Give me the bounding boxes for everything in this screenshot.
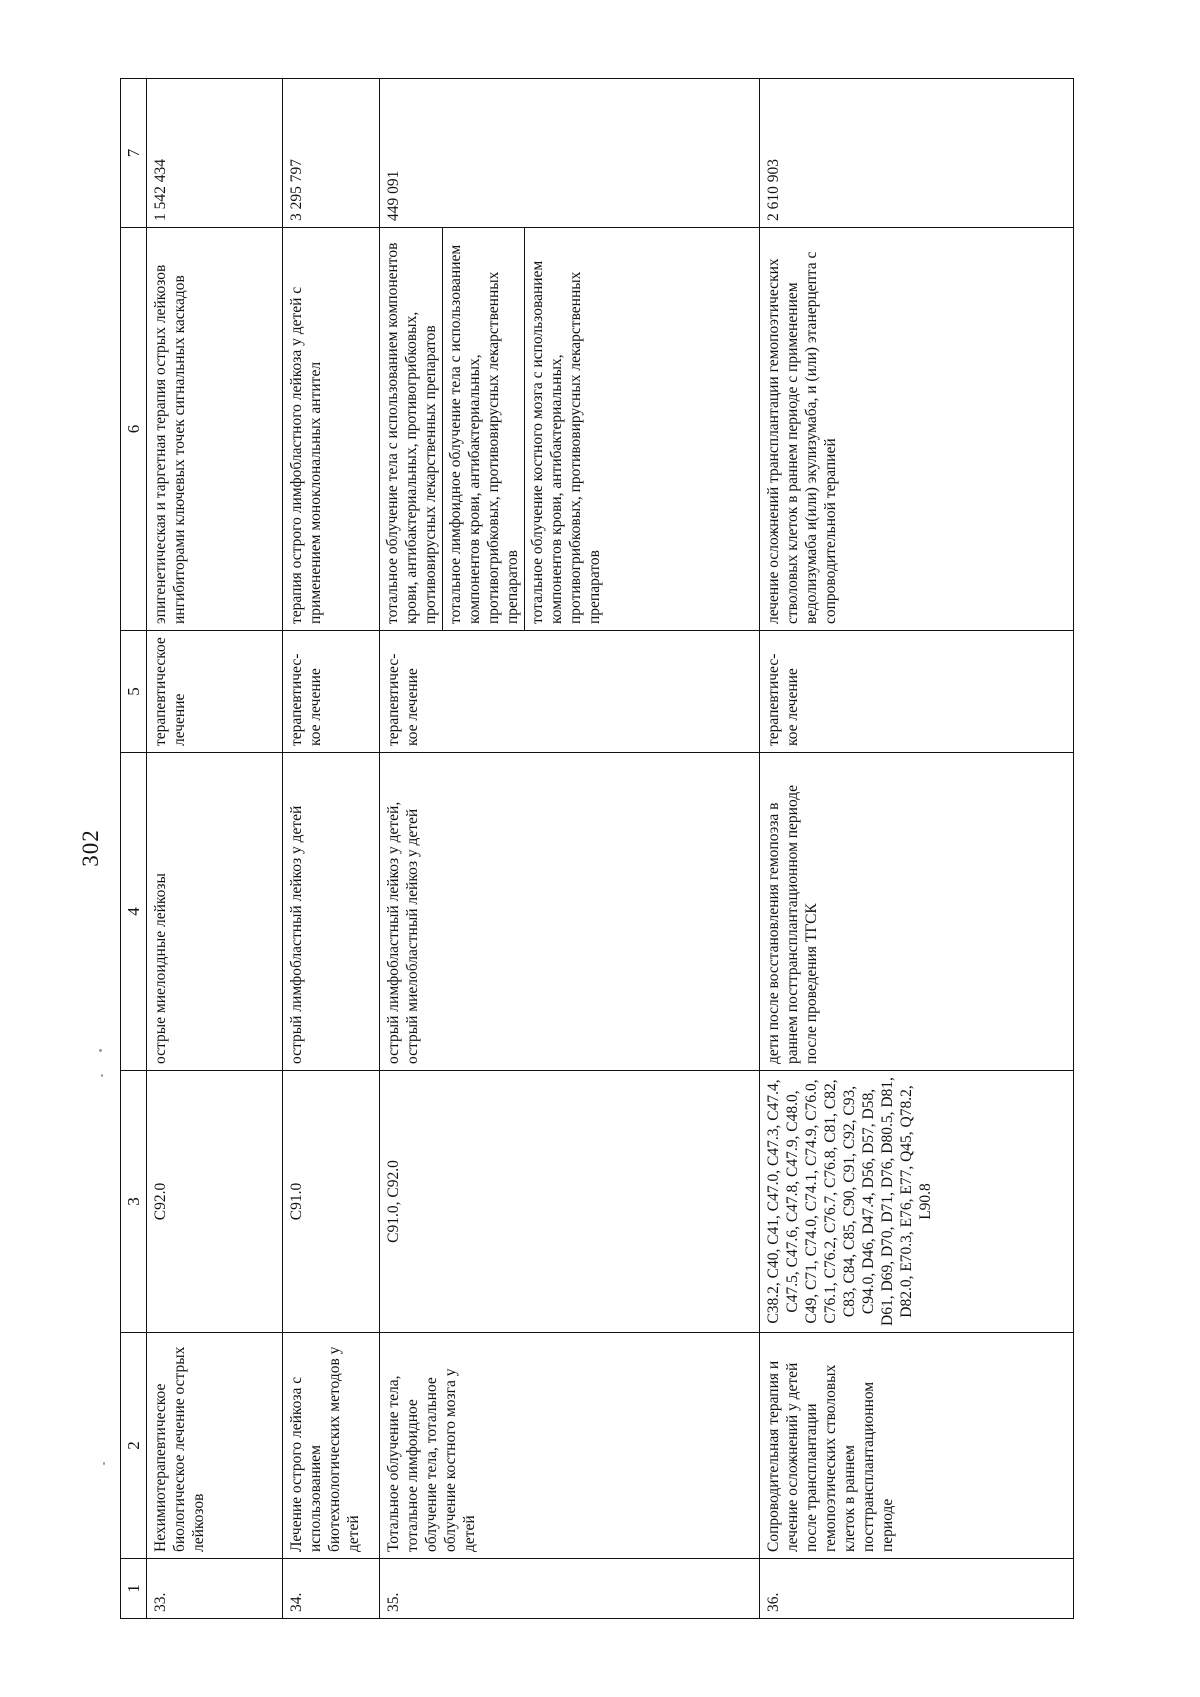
column-header: 2 bbox=[121, 1333, 147, 1559]
treatment-type: терапевтичес-кое лечение bbox=[760, 631, 1074, 753]
diagnosis-codes: C38.2, C40, C41, C47.0, C47.3, C47.4, C47.5, C47.6, C47.8, C47.9, C48.0, C49, C71, C74.0, C74.1, C74.9, C76.0, C76.1, C76.2, C76.7, C76.8, C81, C82, C83, C84, C85, C90, C91, C92, C93, C94.0, D46, D47.4, D56, D57, D58, D61, D69, D70, D71, D76, D80.5, D81, D82.0, E70.3, E76, E77, Q45, Q78.2, L90.8 bbox=[760, 1071, 1074, 1333]
row-number: 34. bbox=[283, 1559, 380, 1619]
table-row bbox=[283, 79, 380, 1619]
treatment-type: терапевтическое лечение bbox=[147, 631, 283, 753]
scan-speck bbox=[103, 1462, 105, 1465]
scan-speck bbox=[101, 1074, 103, 1077]
service-name: Нехимиотерапевтическое биологическое лечение острых лейкозов bbox=[147, 1333, 283, 1559]
table-row bbox=[147, 79, 283, 1619]
patient-model: дети после восстановления гемопоэза в раннем посттрансплантационном периоде после проведения ТГСК bbox=[760, 753, 1074, 1071]
patient-model: острый лимфобластный лейкоз у детей bbox=[283, 753, 380, 1071]
column-header: 7 bbox=[121, 79, 147, 228]
table-row bbox=[760, 79, 1074, 1619]
row-number: 35. bbox=[380, 1559, 760, 1619]
row-number: 33. bbox=[147, 1559, 283, 1619]
rotated-table-container bbox=[120, 79, 1070, 1619]
cost: 2 610 903 bbox=[760, 79, 1074, 228]
cost: 449 091 bbox=[380, 79, 760, 228]
header-row bbox=[121, 79, 147, 1619]
treatment-method: тотальное лимфоидное облучение тела с использованием компонентов крови, антибактериальных, противогрибковых, противовирусных лекарственных препаратов bbox=[442, 228, 524, 630]
services-table bbox=[120, 78, 1074, 1619]
column-header: 6 bbox=[121, 228, 147, 631]
diagnosis-codes: C91.0 bbox=[283, 1071, 380, 1333]
cost: 1 542 434 bbox=[147, 79, 283, 228]
diagnosis-codes: C91.0, C92.0 bbox=[380, 1071, 760, 1333]
scan-speck bbox=[99, 1049, 102, 1052]
diagnosis-codes: C92.0 bbox=[147, 1071, 283, 1333]
column-header: 4 bbox=[121, 753, 147, 1071]
column-header: 5 bbox=[121, 631, 147, 753]
treatment-method: лечение осложнений трансплантации гемопоэтических стволовых клеток в раннем периоде с применением ведолизумаба и(или) экулизумаба, и (или) этанерцепта с сопроводительной терапией bbox=[760, 228, 1074, 631]
page-number: 302 bbox=[77, 829, 103, 867]
treatment-method: тотальное облучение тела с использованием компонентов крови, антибактериальных, противогрибковых, противовирусных лекарственных препаратов bbox=[384, 242, 439, 624]
cost: 3 295 797 bbox=[283, 79, 380, 228]
treatment-method: терапия острого лимфобластного лейкоза у детей с применением моноклональных антител bbox=[283, 228, 380, 631]
column-header: 1 bbox=[121, 1559, 147, 1619]
patient-model: острые миелоидные лейкозы bbox=[147, 753, 283, 1071]
service-name: Лечение острого лейкоза с использованием биотехнологических методов у детей bbox=[283, 1333, 380, 1559]
treatment-methods bbox=[380, 228, 760, 631]
treatment-type: терапевтичес-кое лечение bbox=[380, 631, 760, 753]
service-name: Сопроводительная терапия и лечение осложнений у детей после трансплантации гемопоэтических стволовых клеток в раннем посттрансплантационном периоде bbox=[760, 1333, 1074, 1559]
column-header: 3 bbox=[121, 1071, 147, 1333]
patient-model: острый лимфобластный лейкоз у детей, острый миелобластный лейкоз у детей bbox=[380, 753, 760, 1071]
treatment-method: эпигенетическая и таргетная терапия острых лейкозов ингибиторами ключевых точек сигнальных каскадов bbox=[147, 228, 283, 631]
row-number: 36. bbox=[760, 1559, 1074, 1619]
treatment-type: терапевтичес-кое лечение bbox=[283, 631, 380, 753]
table-row bbox=[380, 79, 760, 1619]
treatment-method: тотальное облучение костного мозга с использованием компонентов крови, антибактериальных, противогрибковых, противовирусных лекарственных препаратов bbox=[524, 228, 606, 630]
service-name: Тотальное облучение тела, тотальное лимфоидное облучение тела, тотальное облучение костного мозга у детей bbox=[380, 1333, 760, 1559]
